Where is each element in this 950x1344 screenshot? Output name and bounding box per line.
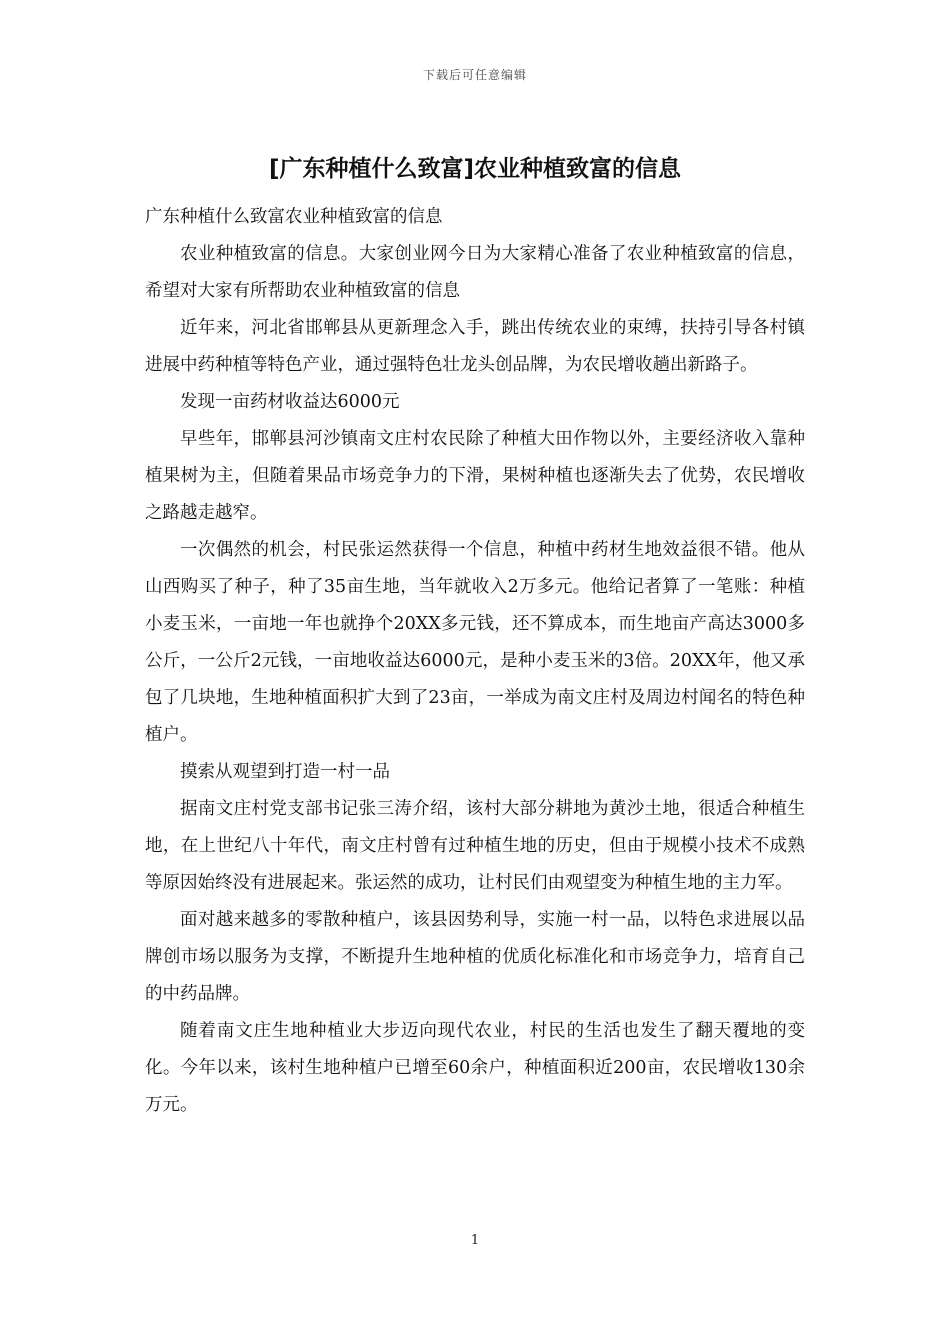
document-body — [145, 199, 805, 1124]
body-paragraph: 一次偶然的机会，村民张运然获得一个信息，种植中药材生地效益很不错。他从山西购买了种子，种了35亩生地，当年就收入2万多元。他给记者算了一笔账：种植小麦玉米，一亩地一年也就挣个20XX多元钱，还不算成本，而生地亩产高达3000多公斤，一公斤2元钱，一亩地收益达6000元，是种小麦玉米的3倍。20XX年，他又承包了几块地，生地种植面积扩大到了23亩，一举成为南文庄村及周边村闻名的特色种植户。 — [145, 540, 805, 745]
body-paragraph: 早些年，邯郸县河沙镇南文庄村农民除了种植大田作物以外，主要经济收入靠种植果树为主，但随着果品市场竞争力的下滑，果树种植也逐渐失去了优势，农民增收之路越走越窄。 — [145, 429, 805, 523]
page-header-note: 下载后可任意编辑 — [422, 68, 527, 82]
section-heading: 发现一亩药材收益达6000元 — [180, 392, 400, 412]
body-paragraph: 随着南文庄生地种植业大步迈向现代农业，村民的生活也发生了翻天覆地的变化。今年以来，该村生地种植户已增至60余户，种植面积近200亩，农民增收130余万元。 — [145, 1021, 805, 1115]
page-number: 1 — [470, 1233, 480, 1248]
body-paragraph: 据南文庄村党支部书记张三涛介绍，该村大部分耕地为黄沙土地，很适合种植生地，在上世纪八十年代，南文庄村曾有过种植生地的历史，但由于规模小技术不成熟等原因始终没有进展起来。张运然的成功，让村民们由观望变为种植生地的主力军。 — [145, 799, 805, 893]
subtitle-paragraph: 广东种植什么致富农业种植致富的信息 — [145, 207, 443, 227]
body-paragraph: 农业种植致富的信息。大家创业网今日为大家精心准备了农业种植致富的信息，希望对大家有所帮助农业种植致富的信息 — [145, 244, 805, 301]
document-title: [广东种植什么致富]农业种植致富的信息 — [268, 156, 682, 182]
body-paragraph: 近年来，河北省邯郸县从更新理念入手，跳出传统农业的束缚，扶持引导各村镇进展中药种植等特色产业，通过强特色壮龙头创品牌，为农民增收趟出新路子。 — [145, 318, 805, 375]
body-paragraph: 面对越来越多的零散种植户，该县因势利导，实施一村一品，以特色求进展以品牌创市场以服务为支撑，不断提升生地种植的优质化标准化和市场竞争力，培育自己的中药品牌。 — [145, 910, 805, 1004]
section-heading: 摸索从观望到打造一村一品 — [180, 762, 390, 782]
